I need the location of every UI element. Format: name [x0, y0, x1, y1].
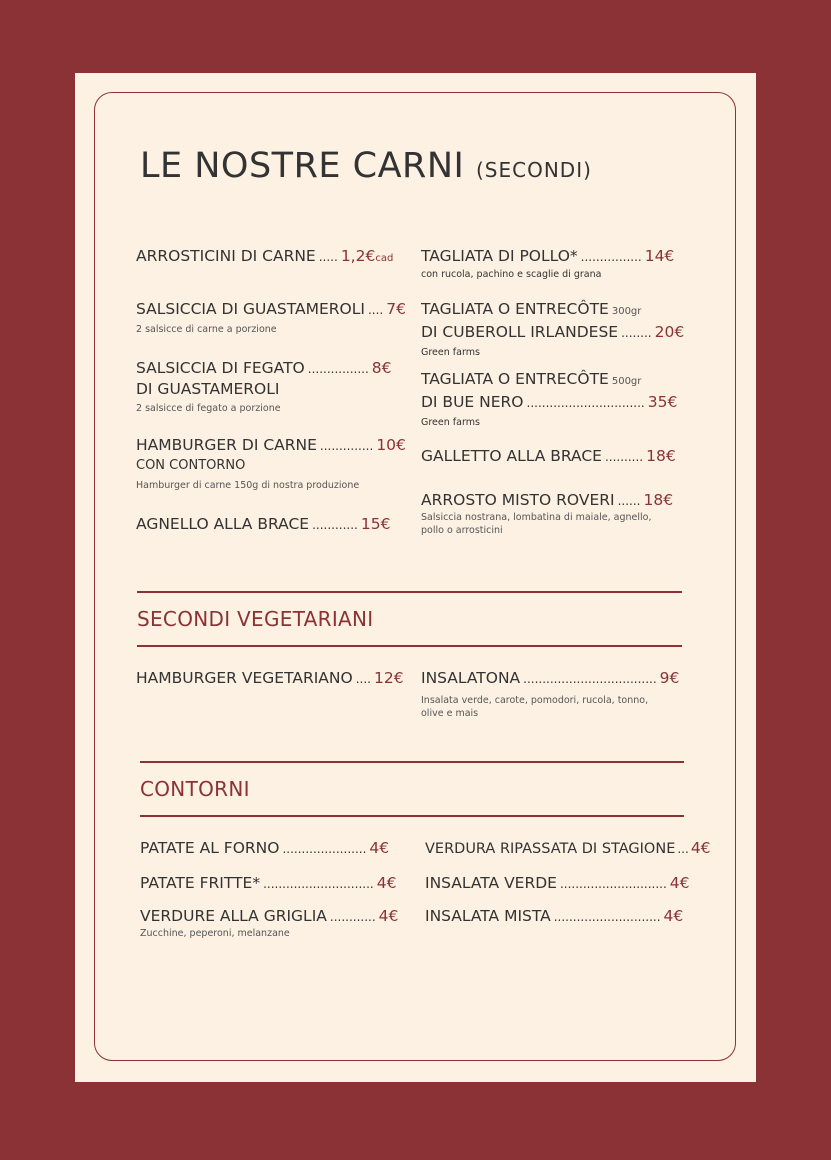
item-description: con rucola, pachino e scaglie di grana	[421, 269, 602, 280]
menu-item	[140, 873, 396, 894]
item-name: INSALATA MISTA	[425, 907, 551, 925]
menu-item	[140, 838, 389, 859]
item-price: 35€	[647, 393, 678, 411]
item-price: 8€	[371, 359, 392, 377]
item-name-line2: DI CUBEROLL IRLANDESE	[421, 323, 619, 341]
item-description: 2 salsicce di carne a porzione	[136, 324, 277, 335]
leader-dots: .............................	[263, 877, 374, 891]
item-name-line2: CON CONTORNO	[136, 458, 246, 473]
leader-dots: ....	[355, 672, 371, 686]
section-divider	[137, 591, 682, 593]
item-name: GALLETTO ALLA BRACE	[421, 447, 602, 465]
item-name: PATATE FRITTE*	[140, 874, 261, 892]
leader-dots: .....	[318, 250, 338, 264]
leader-dots: ...	[677, 842, 689, 856]
item-name: PATATE AL FORNO	[140, 839, 280, 857]
item-price: 4€	[369, 839, 390, 857]
menu-item	[421, 668, 683, 720]
item-quantity: 300gr	[611, 306, 642, 317]
leader-dots: ................	[307, 362, 369, 376]
item-description: Zucchine, peperoni, melanzane	[140, 928, 290, 939]
menu-item	[136, 358, 392, 415]
item-description: Hamburger di carne 150g di nostra produzione	[136, 480, 360, 491]
leader-dots: ............................	[559, 877, 667, 891]
section-divider	[137, 645, 682, 647]
page-title	[140, 146, 592, 186]
menu-item	[136, 299, 406, 336]
item-name: INSALATONA	[421, 669, 521, 687]
item-price: 14€	[644, 247, 675, 265]
item-price: 20€	[654, 323, 685, 341]
item-name-line2: DI BUE NERO	[421, 393, 524, 411]
item-price: 4€	[663, 907, 684, 925]
item-name: HAMBURGER DI CARNE	[136, 436, 317, 454]
leader-dots: ..............	[319, 439, 374, 453]
item-name-line2: DI GUASTAMEROLI	[136, 380, 280, 398]
menu-item	[421, 246, 674, 281]
item-price: 4€	[690, 839, 711, 857]
item-quantity: 500gr	[611, 376, 642, 387]
menu-item	[136, 668, 404, 689]
item-price: 18€	[646, 447, 676, 465]
item-name: VERDURA RIPASSATA DI STAGIONE	[425, 841, 676, 857]
section-title-vegetariani: SECONDI VEGETARIANI	[137, 607, 374, 631]
item-name: HAMBURGER VEGETARIANO	[136, 669, 353, 687]
item-name: SALSICCIA DI GUASTAMEROLI	[136, 300, 365, 318]
leader-dots: ............................	[553, 910, 661, 924]
item-name: SALSICCIA DI FEGATO	[136, 359, 305, 377]
item-name: TAGLIATA O ENTRECÔTE	[421, 370, 609, 388]
leader-dots: ..........	[604, 450, 644, 464]
leader-dots: ............	[312, 518, 358, 532]
leader-dots: ............	[329, 910, 376, 924]
item-name: VERDURE ALLA GRIGLIA	[140, 907, 327, 925]
menu-item	[136, 514, 390, 535]
item-name: ARROSTO MISTO ROVERI	[421, 491, 615, 509]
leader-dots: ................	[580, 250, 642, 264]
item-price: 15€	[360, 515, 391, 533]
item-name: INSALATA VERDE	[425, 874, 557, 892]
leader-dots: ...................................	[523, 672, 657, 686]
section-divider	[140, 761, 684, 763]
item-price: 12€	[373, 669, 404, 687]
item-note: Green farms	[421, 347, 480, 358]
item-price: 4€	[669, 874, 690, 892]
menu-item	[421, 369, 677, 429]
item-note: Green farms	[421, 417, 480, 428]
menu-item	[421, 446, 676, 467]
price-unit: cad	[375, 253, 394, 264]
menu-item	[421, 299, 684, 359]
item-name: AGNELLO ALLA BRACE	[136, 515, 310, 533]
item-description: Salsiccia nostrana, lombatina di maiale, agnello, pollo o arrosticini	[421, 512, 652, 536]
menu-item	[421, 490, 681, 537]
menu-item	[136, 246, 393, 269]
item-description: Insalata verde, carote, pomodori, rucola, tonno, olive e mais	[421, 695, 649, 719]
item-price: 7€	[386, 300, 406, 318]
leader-dots: ....	[367, 303, 384, 317]
item-price: 10€	[376, 436, 406, 454]
item-name: TAGLIATA O ENTRECÔTE	[421, 300, 609, 318]
item-price: 18€	[643, 491, 674, 509]
menu-item	[425, 838, 711, 859]
menu-item	[425, 906, 683, 927]
item-price: 9€	[659, 669, 680, 687]
menu-item	[425, 873, 690, 894]
menu-item	[136, 435, 406, 492]
title-sub: (SECONDI)	[475, 158, 592, 182]
leader-dots: ...............................	[526, 396, 645, 410]
leader-dots: ......	[617, 494, 641, 508]
section-divider	[140, 815, 684, 817]
menu-item	[140, 906, 398, 940]
item-name: TAGLIATA DI POLLO*	[421, 247, 578, 265]
section-title-contorni: CONTORNI	[140, 777, 250, 801]
title-main: LE NOSTRE CARNI	[140, 146, 465, 186]
leader-dots: ........	[621, 326, 652, 340]
item-price: 4€	[376, 874, 397, 892]
item-price: 1,2€	[340, 247, 376, 265]
item-description: 2 salsicce di fegato a porzione	[136, 403, 281, 414]
leader-dots: ......................	[282, 842, 367, 856]
item-name: ARROSTICINI DI CARNE	[136, 247, 316, 265]
item-price: 4€	[378, 907, 399, 925]
